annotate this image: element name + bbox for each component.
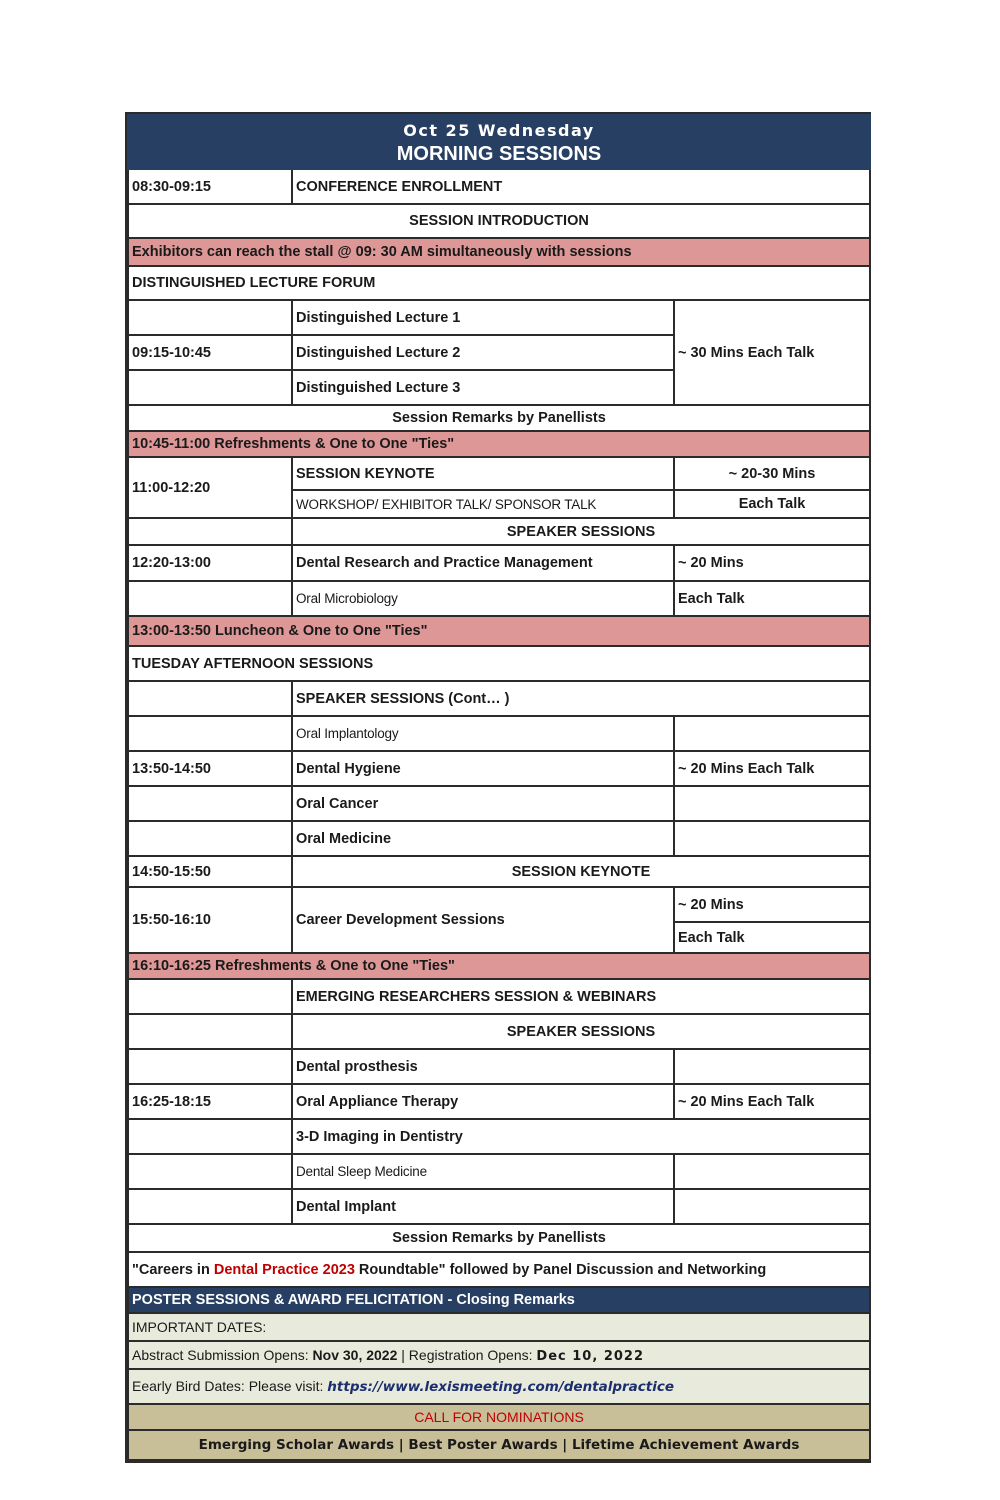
section-heading: SPEAKER SESSIONS [292,518,870,545]
table-row [128,979,870,1014]
careers-highlight: Dental Practice 2023 [213,1261,355,1278]
exhibitors-row [128,238,870,266]
time-cell [128,821,292,856]
table-row [128,518,870,545]
duration-cell: ~ 20-30 Mins [674,457,870,490]
table-row [128,1154,870,1189]
time-cell [128,518,292,545]
session-cell: Dental Hygiene [292,751,674,786]
session-cell: Career Development Sessions [292,887,674,953]
remarks-cell: Session Remarks by Panellists [128,1224,870,1252]
session-cell: Oral Appliance Therapy [292,1084,674,1119]
important-dates: IMPORTANT DATES: [128,1313,870,1341]
careers-suffix: Roundtable" followed by Panel Discussion and Networking [354,1261,767,1278]
section-heading: TUESDAY AFTERNOON SESSIONS [128,646,870,681]
dates-row [128,1369,870,1404]
table-row [128,1189,870,1224]
table-row [128,1252,870,1287]
dates-cell [128,1341,870,1369]
remarks-cell: Session Remarks by Panellists [128,405,870,431]
time-cell [128,581,292,616]
duration-cell [674,821,870,856]
table-row [128,786,870,821]
break-cell: 13:00-13:50 Luncheon & One to One "Ties" [128,616,870,646]
time-cell [128,1189,292,1224]
section-heading: SESSION KEYNOTE [292,856,870,887]
session-cell: Oral Microbiology [292,581,674,616]
duration-cell: ~ 20 Mins [674,545,870,581]
table-row [128,266,870,300]
session-cell: CONFERENCE ENROLLMENT [292,169,870,204]
time-cell [128,681,292,716]
duration-cell [674,1189,870,1224]
poster-cell: POSTER SESSIONS & AWARD FELICITATION - Closing Remarks [128,1287,870,1313]
time-cell: 12:20-13:00 [128,545,292,581]
session-cell: Dental prosthesis [292,1049,674,1084]
session-cell: Oral Medicine [292,821,674,856]
careers-prefix: "Careers in [132,1261,214,1278]
early-bird-cell [128,1369,870,1404]
session-cell: Distinguished Lecture 2 [292,335,674,370]
duration-cell [674,716,870,751]
duration-cell: Each Talk [674,581,870,616]
time-cell [128,979,292,1014]
session-cell: Oral Implantology [292,716,674,751]
duration-cell [674,786,870,821]
table-row [128,856,870,887]
time-cell [128,786,292,821]
break-cell: 16:10-16:25 Refreshments & One to One "Ties" [128,953,870,979]
time-cell: 15:50-16:10 [128,887,292,953]
session-cell: Oral Cancer [292,786,674,821]
exhibitors-note: Exhibitors can reach the stall @ 09: 30 AM simultaneously with sessions [128,238,870,266]
section-heading: DISTINGUISHED LECTURE FORUM [128,266,870,300]
session-intro: SESSION INTRODUCTION [128,204,870,238]
section-heading: SPEAKER SESSIONS (Cont… ) [292,681,870,716]
time-cell [128,1049,292,1084]
poster-row [128,1287,870,1313]
break-row [128,953,870,979]
schedule-grid [127,114,871,1461]
time-cell [128,1154,292,1189]
time-cell: 09:15-10:45 [128,335,292,370]
break-row [128,616,870,646]
time-cell [128,716,292,751]
session-cell: SESSION KEYNOTE [292,457,674,490]
table-row [128,457,870,490]
table-row [128,821,870,856]
duration-cell: ~ 20 Mins Each Talk [674,751,870,786]
table-row [128,1119,870,1154]
time-cell: 14:50-15:50 [128,856,292,887]
header-cell [128,115,870,169]
time-cell [128,1014,292,1049]
time-cell [128,300,292,335]
section-heading: SPEAKER SESSIONS [292,1014,870,1049]
early-bird-label: Eearly Bird Dates: Please visit: [132,1378,328,1394]
session-cell: Dental Implant [292,1189,674,1224]
abstract-label: Abstract Submission Opens: [132,1346,313,1363]
dates-row [128,1341,870,1369]
table-row [128,751,870,786]
early-bird-link[interactable]: https://www.lexismeeting.com/dentalpractice [327,1379,675,1395]
session-cell: WORKSHOP/ EXHIBITOR TALK/ SPONSOR TALK [292,490,674,518]
header-date: Oct 25 Wednesday [403,121,595,140]
dates-row [128,1313,870,1341]
table-row [128,887,870,922]
roundtable-cell [128,1252,870,1287]
header-row [128,115,870,169]
duration-cell: ~ 20 Mins [674,887,870,922]
break-row [128,431,870,457]
table-row [128,716,870,751]
table-row [128,1049,870,1084]
duration-cell [674,1049,870,1084]
nominations-cell: CALL FOR NOMINATIONS [128,1404,870,1430]
table-row [128,581,870,616]
session-cell: Dental Research and Practice Management [292,545,674,581]
header-title: MORNING SESSIONS [396,143,602,165]
table-row [128,204,870,238]
table-row [128,405,870,431]
duration-cell: Each Talk [674,922,870,953]
table-row [128,1014,870,1049]
duration-cell: ~ 30 Mins Each Talk [674,300,870,405]
time-cell: 08:30-09:15 [128,169,292,204]
dates-separator: | Registration Opens: [397,1346,537,1363]
duration-cell [674,1154,870,1189]
section-heading: EMERGING RESEARCHERS SESSION & WEBINARS [292,979,870,1014]
time-cell: 16:25-18:15 [128,1084,292,1119]
time-cell: 11:00-12:20 [128,457,292,518]
registration-date: Dec 10, 2022 [536,1348,644,1364]
table-row [128,1084,870,1119]
awards-cell: Emerging Scholar Awards | Best Poster Awards | Lifetime Achievement Awards [128,1430,870,1460]
session-cell: Distinguished Lecture 1 [292,300,674,335]
table-row [128,169,870,204]
awards-row [128,1430,870,1460]
abstract-date: Nov 30, 2022 [312,1346,398,1363]
table-row [128,1224,870,1252]
break-cell: 10:45-11:00 Refreshments & One to One "Ties" [128,431,870,457]
duration-cell: ~ 20 Mins Each Talk [674,1084,870,1119]
table-row [128,300,870,335]
time-cell [128,1119,292,1154]
table-row [128,646,870,681]
table-row [128,681,870,716]
time-cell: 13:50-14:50 [128,751,292,786]
table-row [128,545,870,581]
time-cell [128,370,292,405]
duration-cell: Each Talk [674,490,870,518]
session-cell: 3-D Imaging in Dentistry [292,1119,870,1154]
schedule-table [125,112,871,1463]
session-cell: Dental Sleep Medicine [292,1154,674,1189]
nominations-row [128,1404,870,1430]
session-cell: Distinguished Lecture 3 [292,370,674,405]
